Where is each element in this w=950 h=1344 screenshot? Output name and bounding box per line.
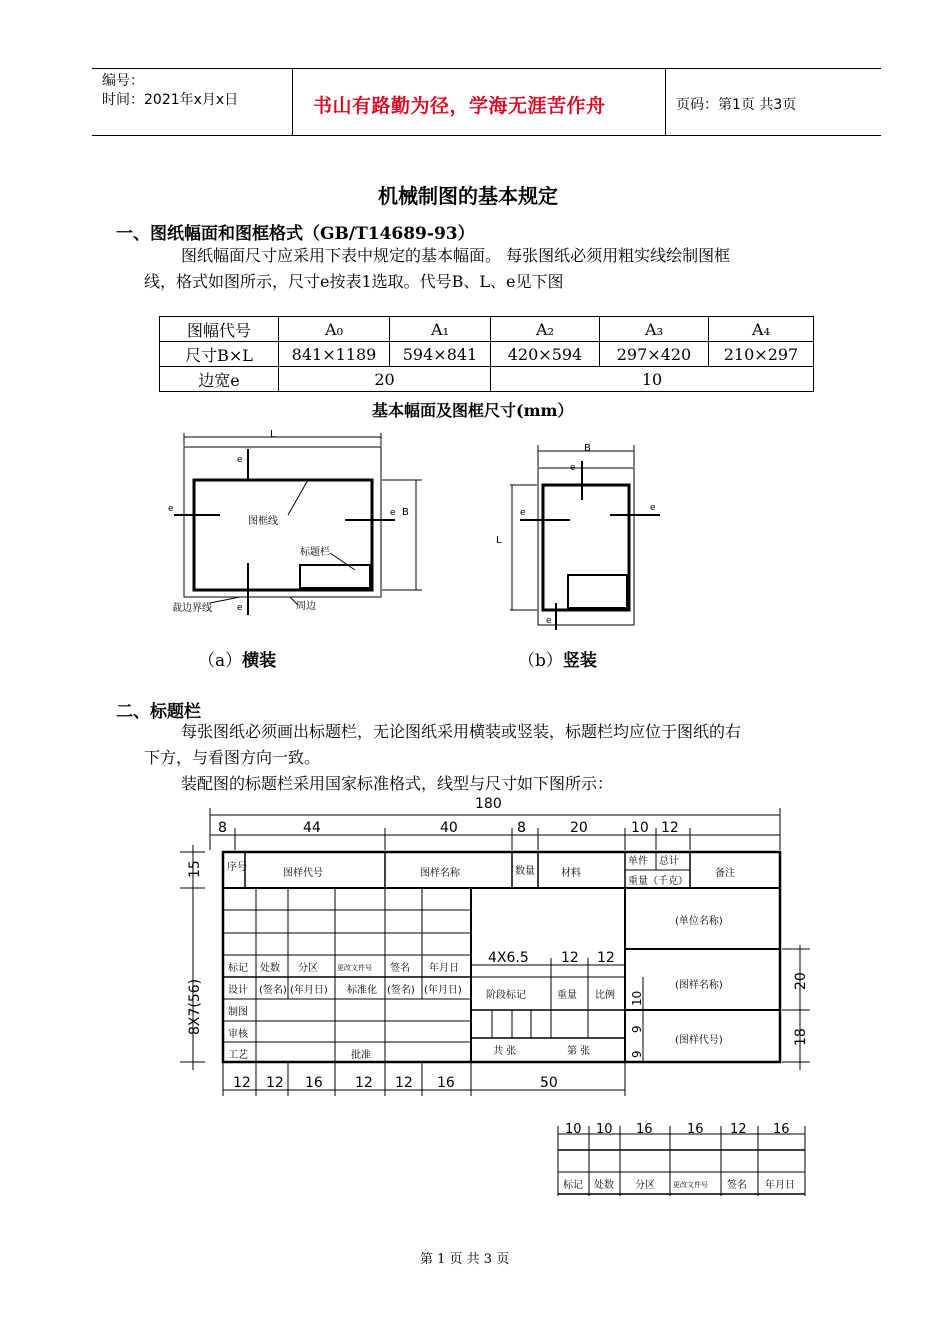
doc-time-label: 时间：2021年x月x日 [102, 92, 239, 108]
dim-e-right-b: e [650, 503, 656, 513]
dim-inner: 12 [561, 950, 579, 966]
dim-bottom: 12 [233, 1075, 251, 1091]
portrait-frame-figure [490, 425, 680, 635]
dim-top: 10 [631, 820, 649, 836]
cell-label: 单件 [628, 856, 648, 867]
dim-inner: 12 [597, 950, 615, 966]
dim-top: 44 [303, 820, 321, 836]
cell-label: 备注 [715, 868, 735, 879]
dim-B-label-b: B [584, 443, 591, 454]
cell-label: 比例 [595, 990, 615, 1001]
section2-heading: 二、标题栏 [116, 702, 201, 722]
mini-label: 签名 [727, 1180, 747, 1191]
cell-label: 总计 [659, 856, 679, 867]
cell-label: 处数 [260, 963, 280, 974]
dim-small: 9 [630, 1050, 644, 1058]
dim-bottom: 12 [395, 1075, 413, 1091]
dim-inner: 4X6.5 [488, 950, 529, 966]
cell-label: 重量 [557, 990, 577, 1001]
cell-label: 数量 [515, 866, 535, 877]
table-cell: 20 [279, 367, 491, 392]
section1-para-line2: 线，格式如图所示，尺寸e按表1选取。代号B、L、e见下图 [144, 272, 564, 291]
dim-e-bottom-b: e [546, 616, 552, 626]
cell-label: (签名) [387, 985, 415, 996]
cell-label: 图样代号 [283, 868, 323, 879]
dim-left: 8X7(56) [187, 978, 203, 1035]
landscape-frame-figure [150, 425, 440, 625]
cell-label: 阶段标记 [486, 990, 526, 1001]
cell-label: 图样名称 [420, 868, 460, 879]
dim-right: 20 [793, 972, 809, 990]
dim-top: 8 [517, 820, 526, 836]
table-cell: A₂ [491, 317, 600, 342]
cell-label: 审核 [228, 1029, 248, 1040]
figure-b-caption [518, 646, 597, 671]
mini-label: 更改文件号 [673, 1181, 708, 1189]
dim-total: 180 [475, 796, 502, 812]
table-cell: 210×297 [709, 342, 814, 367]
dim-B-label: B [402, 507, 409, 518]
cell-label: 年月日 [429, 963, 459, 974]
cell-label: (图样名称) [675, 980, 723, 991]
mini-label: 年月日 [765, 1180, 795, 1191]
dim-bottom: 50 [540, 1075, 558, 1091]
dim-left: 15 [187, 860, 203, 878]
dim-e-top-b: e [570, 463, 576, 473]
figure-b-caption-prefix: （b） [518, 651, 563, 671]
cell-label: 共 张 [493, 1046, 517, 1057]
table-cell: A₃ [600, 317, 709, 342]
table-cell: 尺寸B×L [160, 342, 279, 367]
section1-heading: 一、图纸幅面和图框格式（GB/T14689-93） [116, 224, 475, 244]
section2-para1-line1: 每张图纸必须画出标题栏，无论图纸采用横装或竖装，标题栏均应位于图纸的右 [181, 722, 742, 741]
table-cell: 边宽e [160, 367, 279, 392]
title-block-drawing [175, 790, 815, 1100]
cell-label: (年月日) [290, 985, 328, 996]
table-caption: 基本幅面及图框尺寸(mm） [372, 401, 574, 420]
dim-bottom: 16 [305, 1075, 323, 1091]
header-motto: 书山有路勤为径，学海无涯苦作舟 [313, 95, 606, 117]
table-row [160, 317, 814, 342]
dim-top: 8 [218, 820, 227, 836]
cell-label: 分区 [298, 963, 318, 974]
mini-dim: 10 [565, 1122, 582, 1137]
table-cell: A₁ [390, 317, 491, 342]
dim-e-top: e [237, 455, 243, 465]
header-top-rule [92, 68, 881, 69]
header-page-label: 页码：第1页 共3页 [676, 97, 797, 113]
figure-a-caption-bold: 横装 [242, 651, 277, 671]
header-bottom-rule [92, 135, 881, 136]
dim-top: 40 [440, 820, 458, 836]
header-divider [665, 68, 666, 136]
doc-code-label: 编号： [102, 73, 144, 89]
page-footer: 第 1 页 共 3 页 [420, 1252, 510, 1267]
cell-label: 第 张 [567, 1046, 591, 1057]
dim-e-bottom: e [237, 603, 243, 613]
cell-label: 工艺 [228, 1050, 248, 1061]
table-cell: A₄ [709, 317, 814, 342]
border-label: 周边 [296, 601, 316, 612]
figure-a-caption-prefix: （a） [198, 651, 243, 671]
cell-label: 标记 [228, 963, 248, 974]
mini-dim: 16 [636, 1122, 653, 1137]
cell-label: (单位名称) [675, 916, 723, 927]
dim-small: 10 [630, 990, 644, 1006]
mini-title-block [555, 1118, 810, 1200]
mini-label: 分区 [635, 1180, 655, 1191]
section2-para1-line2: 下方，与看图方向一致。 [144, 748, 321, 767]
cell-label: 批准 [351, 1050, 371, 1061]
mini-dim: 12 [730, 1122, 747, 1137]
dim-e-left-b: e [520, 508, 526, 518]
dim-bottom: 16 [437, 1075, 455, 1091]
table-cell: 420×594 [491, 342, 600, 367]
table-cell: 594×841 [390, 342, 491, 367]
table-cell: 10 [491, 367, 814, 392]
cell-label: 标准化 [347, 985, 377, 996]
cell-label: 重量（千克） [628, 876, 688, 887]
cell-label: 制图 [228, 1007, 248, 1018]
trim-line-label: 裁边界线 [172, 603, 212, 614]
page-title: 机械制图的基本规定 [378, 184, 558, 208]
cell-label: 设计 [228, 985, 248, 996]
mini-label: 处数 [594, 1180, 614, 1191]
dim-top: 20 [570, 820, 588, 836]
mini-dim: 16 [773, 1122, 790, 1137]
mini-dim: 16 [687, 1122, 704, 1137]
header-divider [292, 68, 293, 136]
cell-label: (签名) [259, 985, 287, 996]
dim-small: 9 [630, 1025, 644, 1033]
cell-label: (图样代号) [675, 1035, 723, 1046]
section1-para-line1: 图纸幅面尺寸应采用下表中规定的基本幅面。 每张图纸必须用粗实线绘制图框 [181, 246, 731, 265]
dim-top: 12 [661, 820, 679, 836]
dim-L-label-b: L [496, 535, 502, 546]
table-cell: 841×1189 [279, 342, 390, 367]
table-row [160, 367, 814, 392]
cell-label: 序号 [227, 862, 247, 873]
table-cell: A₀ [279, 317, 390, 342]
paper-size-table [159, 316, 814, 392]
dim-L-label: L [270, 429, 276, 440]
section2-para2: 装配图的标题栏采用国家标准格式，线型与尺寸如下图所示： [181, 774, 614, 793]
frame-line-label: 图框线 [248, 516, 278, 527]
mini-label: 标记 [563, 1180, 583, 1191]
table-cell: 297×420 [600, 342, 709, 367]
mini-dim: 10 [596, 1122, 613, 1137]
dim-e-left: e [168, 504, 174, 514]
dim-bottom: 12 [355, 1075, 373, 1091]
table-row [160, 342, 814, 367]
cell-label: 更改文件号 [337, 964, 372, 972]
cell-label: 签名 [390, 963, 410, 974]
dim-e-right: e [390, 508, 396, 518]
cell-label: 材料 [561, 868, 581, 879]
figure-a-caption [198, 646, 276, 671]
table-cell: 图幅代号 [160, 317, 279, 342]
dim-bottom: 12 [266, 1075, 284, 1091]
title-block-label: 标题栏 [300, 547, 330, 558]
figure-b-caption-bold: 竖装 [562, 651, 597, 671]
cell-label: (年月日) [424, 985, 462, 996]
dim-right: 18 [793, 1028, 809, 1046]
